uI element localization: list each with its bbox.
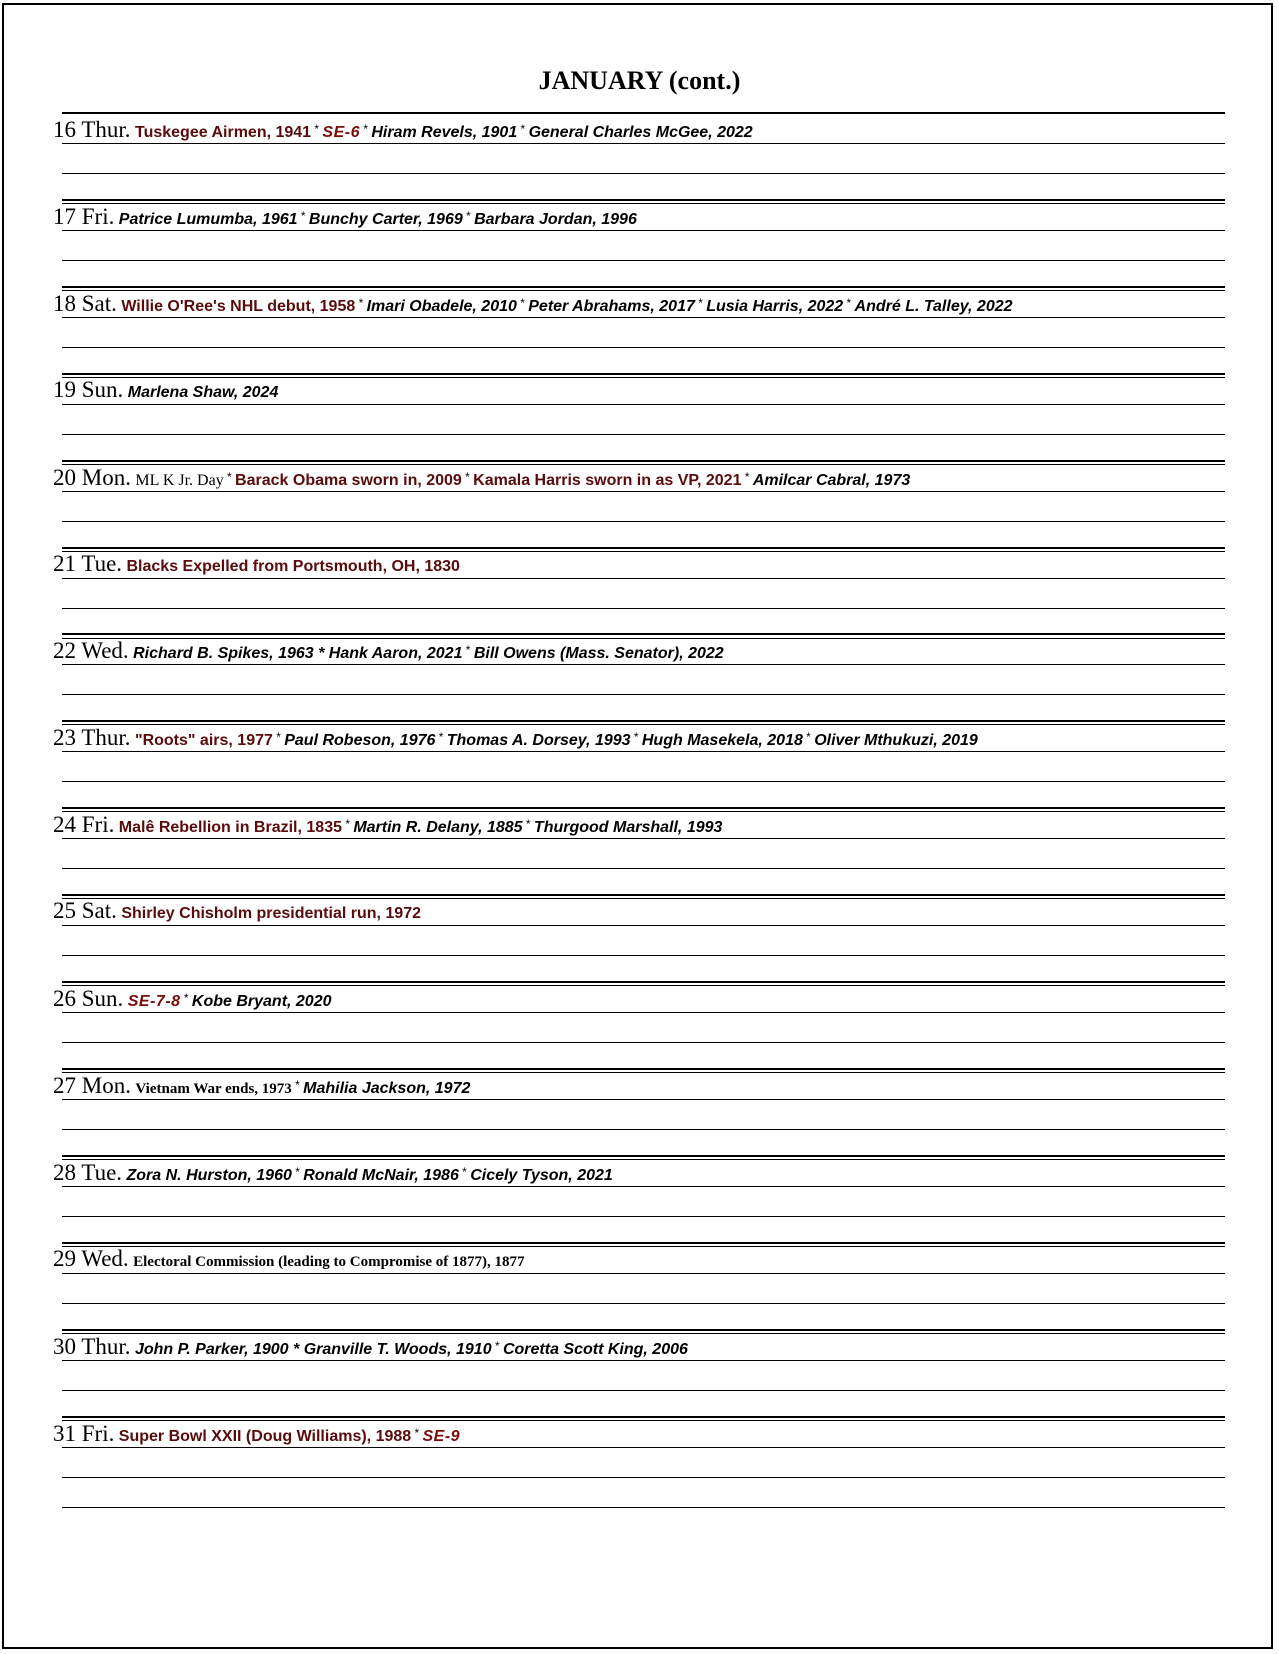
writing-line bbox=[62, 868, 1225, 869]
day-event: Super Bowl XXII (Doug Williams), 1988 bbox=[118, 1428, 412, 1445]
day-line bbox=[53, 376, 278, 407]
event-separator: * bbox=[517, 122, 529, 136]
day-line bbox=[53, 202, 637, 234]
event-separator: * bbox=[741, 470, 753, 484]
day-rule bbox=[62, 112, 1225, 114]
day-date: 17 Fri. bbox=[53, 204, 115, 229]
event-separator: * bbox=[462, 643, 474, 657]
day-line bbox=[53, 115, 753, 147]
writing-line bbox=[62, 1507, 1225, 1508]
day-line bbox=[53, 810, 722, 842]
day-entry bbox=[53, 547, 1225, 637]
event-separator: * bbox=[360, 122, 372, 136]
day-line bbox=[53, 1158, 613, 1190]
day-rule bbox=[62, 981, 1225, 983]
day-rule bbox=[62, 1416, 1225, 1418]
day-event: Willie O'Ree's NHL debut, 1958 bbox=[121, 298, 356, 315]
event-separator: * bbox=[297, 209, 309, 223]
day-entry bbox=[53, 460, 1225, 550]
writing-line bbox=[62, 955, 1225, 956]
day-line bbox=[53, 463, 910, 495]
day-entry bbox=[53, 112, 1225, 202]
writing-line bbox=[62, 694, 1225, 695]
day-event: Lusia Harris, 2022 bbox=[706, 298, 844, 315]
day-event: "Roots" airs, 1977 bbox=[134, 732, 273, 749]
day-date: 26 Sun. bbox=[53, 986, 124, 1011]
event-separator: * bbox=[411, 1426, 423, 1440]
day-entry bbox=[53, 1068, 1225, 1158]
day-date: 22 Wed. bbox=[53, 638, 129, 663]
day-event: Barack Obama sworn in, 2009 bbox=[235, 472, 462, 489]
writing-line bbox=[62, 434, 1225, 435]
day-event: Marlena Shaw, 2024 bbox=[127, 384, 279, 401]
day-event: SE-9 bbox=[422, 1428, 461, 1445]
event-separator: * bbox=[291, 1078, 304, 1092]
event-separator: * bbox=[180, 991, 192, 1005]
day-line bbox=[53, 723, 978, 755]
day-event: Barbara Jordan, 1996 bbox=[474, 211, 637, 228]
day-date: 19 Sun. bbox=[53, 377, 124, 402]
event-separator: * bbox=[435, 730, 447, 744]
day-event: Paul Robeson, 1976 bbox=[284, 732, 436, 749]
writing-line bbox=[62, 1042, 1225, 1043]
day-event: Thomas A. Dorsey, 1993 bbox=[446, 732, 631, 749]
event-separator: * bbox=[694, 296, 707, 310]
day-event: Cicely Tyson, 2021 bbox=[470, 1167, 613, 1184]
day-rule bbox=[62, 1242, 1225, 1244]
day-event: Blacks Expelled from Portsmouth, OH, 1830 bbox=[126, 558, 460, 575]
day-event: Richard B. Spikes, 1963 * Hank Aaron, 2021 bbox=[133, 645, 463, 662]
event-separator: * bbox=[843, 296, 855, 310]
writing-line bbox=[62, 1477, 1225, 1478]
day-rule bbox=[62, 807, 1225, 809]
day-entry bbox=[53, 373, 1225, 463]
day-date: 20 Mon. bbox=[53, 465, 131, 490]
event-separator: * bbox=[291, 1165, 304, 1179]
day-rule bbox=[62, 547, 1225, 549]
day-event: General Charles McGee, 2022 bbox=[528, 124, 753, 141]
event-separator: * bbox=[461, 470, 474, 484]
writing-line bbox=[62, 1216, 1225, 1217]
day-entry bbox=[53, 894, 1225, 984]
writing-line bbox=[62, 1303, 1225, 1304]
writing-line bbox=[62, 608, 1225, 609]
event-separator: * bbox=[311, 122, 323, 136]
day-event: Hiram Revels, 1901 bbox=[371, 124, 518, 141]
day-line bbox=[53, 1245, 524, 1276]
day-event: Bill Owens (Mass. Senator), 2022 bbox=[473, 645, 724, 662]
day-line bbox=[53, 550, 460, 581]
day-line bbox=[53, 289, 1013, 321]
day-event: Coretta Scott King, 2006 bbox=[502, 1341, 688, 1358]
day-event: Amilcar Cabral, 1973 bbox=[752, 472, 911, 489]
day-event: Electoral Commission (leading to Compromise of 1877), 1877 bbox=[133, 1254, 525, 1270]
day-line bbox=[53, 1071, 470, 1103]
day-rule bbox=[62, 894, 1225, 896]
event-separator: * bbox=[516, 296, 529, 310]
event-separator: * bbox=[522, 817, 534, 831]
day-event: Kobe Bryant, 2020 bbox=[191, 993, 332, 1010]
day-line bbox=[53, 636, 724, 668]
day-event: ML K Jr. Day bbox=[135, 472, 224, 489]
writing-line bbox=[62, 1129, 1225, 1130]
day-rule bbox=[62, 286, 1225, 288]
day-date: 24 Fri. bbox=[53, 812, 115, 837]
day-event: Ronald McNair, 1986 bbox=[303, 1167, 459, 1184]
day-entry bbox=[53, 807, 1225, 897]
day-date: 18 Sat. bbox=[53, 291, 117, 316]
day-event: Tuskegee Airmen, 1941 bbox=[134, 124, 312, 141]
event-separator: * bbox=[630, 730, 642, 744]
page-title: JANUARY (cont.) bbox=[538, 66, 741, 95]
day-entry bbox=[53, 1329, 1225, 1419]
writing-line bbox=[62, 781, 1225, 782]
day-entry bbox=[53, 199, 1225, 289]
day-rule bbox=[62, 373, 1225, 375]
day-date: 29 Wed. bbox=[53, 1246, 129, 1271]
writing-line bbox=[62, 260, 1225, 261]
day-rule bbox=[62, 720, 1225, 722]
day-entry bbox=[53, 1155, 1225, 1245]
day-event: Patrice Lumumba, 1961 bbox=[118, 211, 298, 228]
event-separator: * bbox=[272, 730, 285, 744]
day-entry bbox=[53, 720, 1225, 810]
writing-line bbox=[62, 1390, 1225, 1391]
day-event: John P. Parker, 1900 * Granville T. Woods, 1910 bbox=[134, 1341, 492, 1358]
event-separator: * bbox=[802, 730, 815, 744]
day-event: Hugh Masekela, 2018 bbox=[641, 732, 803, 749]
day-rule bbox=[62, 460, 1225, 462]
day-date: 31 Fri. bbox=[53, 1421, 115, 1446]
event-separator: * bbox=[491, 1339, 503, 1353]
day-event: Shirley Chisholm presidential run, 1972 bbox=[121, 905, 421, 922]
day-entry bbox=[53, 1242, 1225, 1332]
day-entry bbox=[53, 633, 1225, 723]
day-event: SE-7-8 bbox=[127, 993, 181, 1010]
day-event: Mahilia Jackson, 1972 bbox=[303, 1080, 471, 1097]
event-separator: * bbox=[341, 817, 354, 831]
day-rule bbox=[62, 199, 1225, 201]
day-date: 16 Thur. bbox=[53, 117, 131, 142]
event-separator: * bbox=[355, 296, 367, 310]
day-event: Kamala Harris sworn in as VP, 2021 bbox=[473, 472, 742, 489]
day-event: Bunchy Carter, 1969 bbox=[308, 211, 463, 228]
day-date: 27 Mon. bbox=[53, 1073, 131, 1098]
day-event: Zora N. Hurston, 1960 bbox=[126, 1167, 292, 1184]
day-rule bbox=[62, 1329, 1225, 1331]
day-date: 23 Thur. bbox=[53, 725, 131, 750]
day-entry bbox=[53, 981, 1225, 1071]
writing-line bbox=[62, 521, 1225, 522]
day-event: Imari Obadele, 2010 bbox=[366, 298, 517, 315]
day-event: SE-6 bbox=[322, 124, 360, 141]
day-rule bbox=[62, 633, 1225, 635]
day-event: Martin R. Delany, 1885 bbox=[353, 819, 523, 836]
day-date: 21 Tue. bbox=[53, 551, 123, 576]
day-event: Oliver Mthukuzi, 2019 bbox=[814, 732, 978, 749]
day-line bbox=[53, 1332, 688, 1364]
day-entry bbox=[53, 286, 1225, 376]
day-event: Vietnam War ends, 1973 bbox=[135, 1081, 292, 1097]
day-date: 30 Thur. bbox=[53, 1334, 131, 1359]
writing-line bbox=[62, 173, 1225, 174]
day-line bbox=[53, 1419, 460, 1451]
day-event: Peter Abrahams, 2017 bbox=[528, 298, 695, 315]
writing-line bbox=[62, 347, 1225, 348]
day-date: 25 Sat. bbox=[53, 898, 117, 923]
day-line bbox=[53, 897, 421, 928]
event-separator: * bbox=[458, 1165, 471, 1179]
day-rule bbox=[62, 1155, 1225, 1157]
event-separator: * bbox=[223, 470, 236, 484]
day-event: Malê Rebellion in Brazil, 1835 bbox=[118, 819, 342, 836]
day-line bbox=[53, 984, 332, 1016]
day-date: 28 Tue. bbox=[53, 1160, 123, 1185]
day-rule bbox=[62, 1068, 1225, 1070]
day-entry bbox=[53, 1416, 1225, 1506]
day-event: André L. Talley, 2022 bbox=[854, 298, 1013, 315]
event-separator: * bbox=[462, 209, 475, 223]
day-event: Thurgood Marshall, 1993 bbox=[533, 819, 723, 836]
